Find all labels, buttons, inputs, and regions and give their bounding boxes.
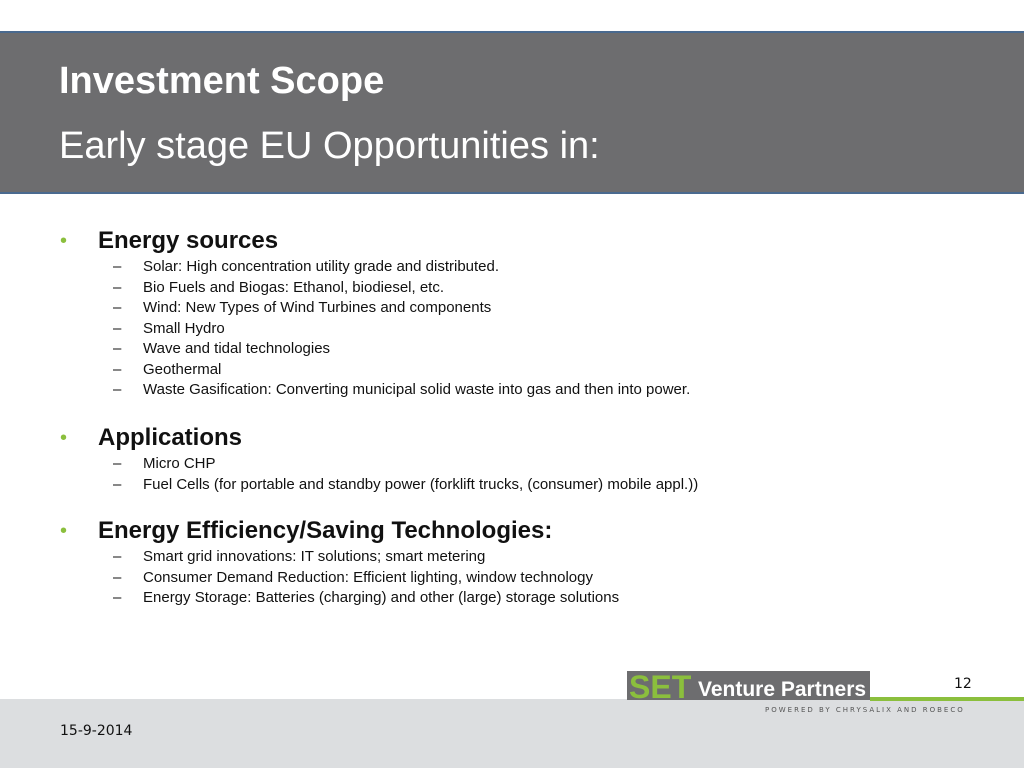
list-item-text: Small Hydro bbox=[143, 319, 225, 337]
dash-icon: – bbox=[113, 589, 122, 606]
sub-list bbox=[60, 454, 960, 495]
dash-icon: – bbox=[113, 568, 122, 586]
list-item bbox=[60, 380, 960, 401]
list-item-text: Fuel Cells (for portable and standby power (forklift trucks, (consumer) mobile appl.)) bbox=[143, 475, 699, 493]
slide-title: Investment Scope bbox=[59, 60, 385, 102]
list-item bbox=[60, 360, 960, 381]
section-heading: Applications bbox=[98, 424, 243, 451]
dash-icon: – bbox=[113, 258, 122, 275]
section-heading: Energy sources bbox=[98, 227, 279, 254]
bullet-icon: • bbox=[60, 520, 68, 542]
section-energy-efficiency bbox=[60, 517, 960, 609]
list-item bbox=[60, 339, 960, 360]
list-item bbox=[60, 547, 960, 568]
section-heading-row bbox=[60, 424, 960, 454]
page-number: 12 bbox=[954, 676, 972, 692]
list-item-text: Micro CHP bbox=[143, 455, 216, 472]
list-item bbox=[60, 568, 960, 589]
list-item-text: Bio Fuels and Biogas: Ethanol, biodiesel, etc. bbox=[143, 278, 445, 296]
logo-tagline: POWERED BY CHRYSALIX AND ROBECO bbox=[765, 706, 965, 714]
footer-date: 15-9-2014 bbox=[60, 723, 133, 739]
dash-icon: – bbox=[113, 299, 122, 316]
list-item-text: Waste Gasification: Converting municipal solid waste into gas and then into power. bbox=[143, 381, 691, 398]
dash-icon: – bbox=[113, 548, 122, 565]
list-item bbox=[60, 475, 960, 496]
logo-brand-name: Venture Partners bbox=[698, 678, 867, 701]
dash-icon: – bbox=[113, 340, 122, 357]
dash-icon: – bbox=[113, 475, 122, 493]
list-item bbox=[60, 588, 960, 609]
list-item bbox=[60, 298, 960, 319]
dash-icon: – bbox=[113, 360, 122, 378]
logo-brand-mark: SET bbox=[629, 669, 692, 705]
dash-icon: – bbox=[113, 381, 122, 398]
list-item-text: Wind: New Types of Wind Turbines and components bbox=[143, 299, 492, 316]
section-heading-row bbox=[60, 227, 960, 257]
dash-icon: – bbox=[113, 278, 122, 296]
list-item bbox=[60, 278, 960, 299]
list-item-text: Geothermal bbox=[143, 360, 222, 378]
dash-icon: – bbox=[113, 455, 122, 472]
list-item-text: Smart grid innovations: IT solutions; smart metering bbox=[143, 548, 486, 565]
list-item bbox=[60, 454, 960, 475]
list-item bbox=[60, 319, 960, 340]
section-heading-row bbox=[60, 517, 960, 547]
list-item bbox=[60, 257, 960, 278]
sub-list bbox=[60, 257, 960, 401]
dash-icon: – bbox=[113, 319, 122, 337]
bullet-icon: • bbox=[60, 230, 68, 252]
slide-subtitle: Early stage EU Opportunities in: bbox=[59, 125, 600, 167]
list-item-text: Wave and tidal technologies bbox=[143, 340, 331, 357]
set-venture-partners-logo bbox=[627, 668, 1024, 718]
sub-list bbox=[60, 547, 960, 609]
list-item-text: Solar: High concentration utility grade and distributed. bbox=[143, 258, 500, 275]
list-item-text: Energy Storage: Batteries (charging) and other (large) storage solutions bbox=[143, 589, 620, 606]
section-energy-sources bbox=[60, 227, 960, 401]
title-band bbox=[0, 31, 1024, 194]
bullet-icon: • bbox=[60, 427, 68, 449]
list-item-text: Consumer Demand Reduction: Efficient lighting, window technology bbox=[143, 568, 593, 586]
section-heading: Energy Efficiency/Saving Technologies: bbox=[98, 517, 553, 544]
section-applications bbox=[60, 424, 960, 495]
